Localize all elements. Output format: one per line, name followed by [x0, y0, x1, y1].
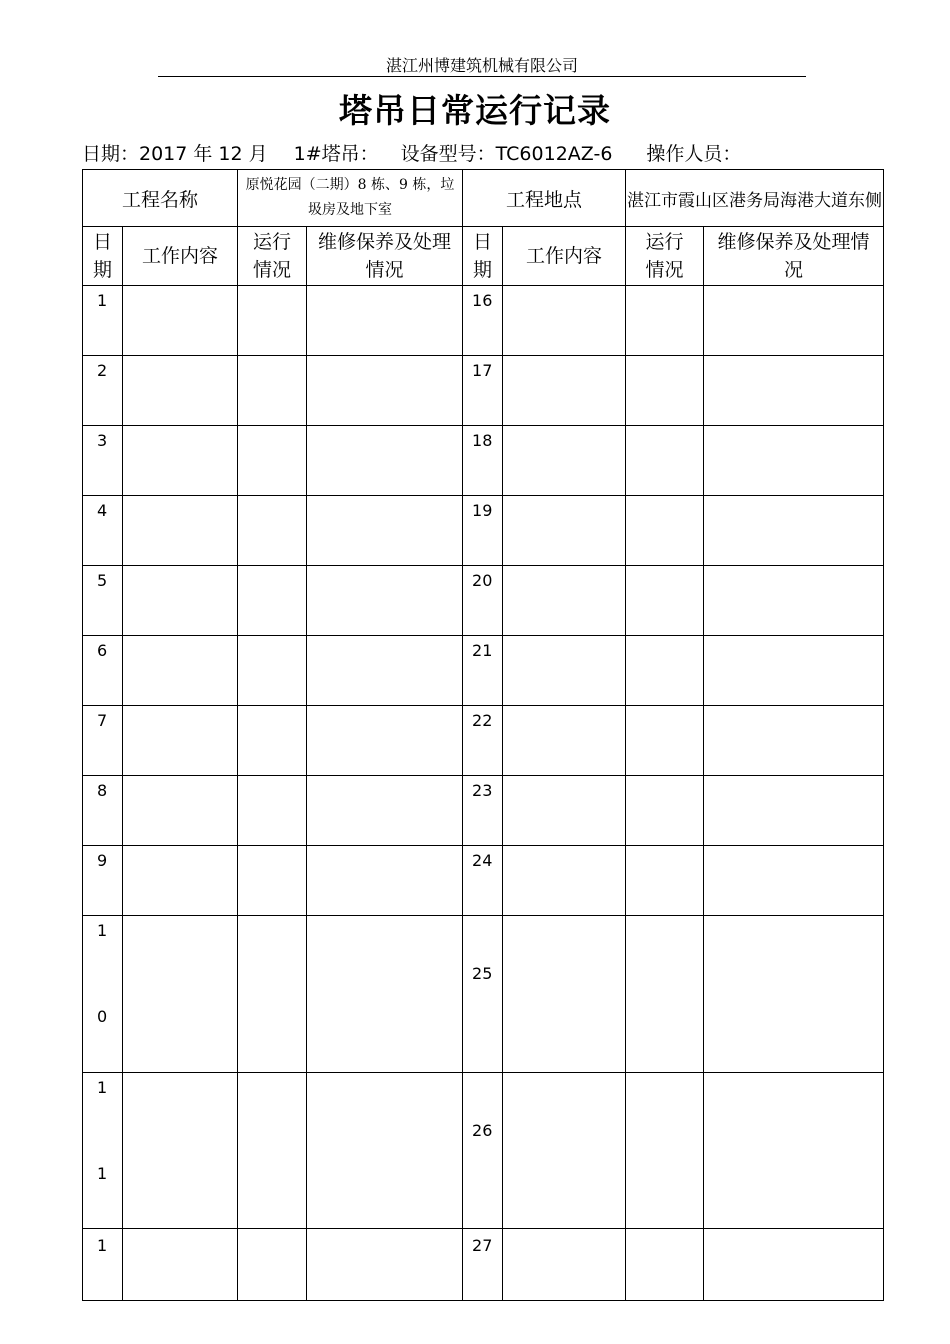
status-cell[interactable] [238, 566, 307, 636]
project-name-value: 原悦花园（二期）8 栋、9 栋，垃圾房及地下室 [238, 170, 463, 227]
work-cell[interactable] [123, 636, 238, 706]
day-cell: 18 [463, 426, 503, 496]
work-cell[interactable] [503, 706, 626, 776]
work-cell[interactable] [503, 286, 626, 356]
table-row [83, 846, 884, 916]
table-row [83, 636, 884, 706]
maint-cell[interactable] [307, 566, 463, 636]
col-date-right: 日期 [463, 227, 503, 286]
work-cell[interactable] [503, 1229, 626, 1301]
work-cell[interactable] [123, 356, 238, 426]
work-cell[interactable] [503, 566, 626, 636]
maint-cell[interactable] [704, 636, 884, 706]
day-cell: 5 [83, 566, 123, 636]
work-cell[interactable] [503, 1073, 626, 1229]
day-cell [83, 1073, 123, 1229]
maint-cell[interactable] [704, 566, 884, 636]
maint-cell[interactable] [704, 776, 884, 846]
status-cell[interactable] [238, 706, 307, 776]
work-cell[interactable] [123, 496, 238, 566]
info-crane: 1#塔吊： [293, 143, 379, 165]
status-cell[interactable] [626, 776, 704, 846]
info-date: 日期：2017 年 12 月 [82, 143, 268, 165]
maint-cell[interactable] [307, 496, 463, 566]
work-cell[interactable] [503, 426, 626, 496]
maint-cell[interactable] [307, 1073, 463, 1229]
table-row [83, 356, 884, 426]
maint-cell[interactable] [704, 356, 884, 426]
maint-cell[interactable] [704, 496, 884, 566]
table-row [83, 566, 884, 636]
day-cell: 6 [83, 636, 123, 706]
work-cell[interactable] [123, 776, 238, 846]
day-cell: 9 [83, 846, 123, 916]
table-row [83, 706, 884, 776]
info-model: 设备型号：TC6012AZ-6 [400, 143, 613, 165]
maint-cell[interactable] [704, 286, 884, 356]
work-cell[interactable] [503, 356, 626, 426]
status-cell[interactable] [238, 846, 307, 916]
table-row [83, 496, 884, 566]
work-cell[interactable] [123, 916, 238, 1073]
table-row [83, 1229, 884, 1301]
col-maint-right: 维修保养及处理情况 [704, 227, 884, 286]
day-cell: 3 [83, 426, 123, 496]
maint-cell[interactable] [307, 706, 463, 776]
col-maint-left: 维修保养及处理情况 [307, 227, 463, 286]
work-cell[interactable] [123, 566, 238, 636]
status-cell[interactable] [238, 776, 307, 846]
table-row [83, 1073, 884, 1229]
day-cell: 21 [463, 636, 503, 706]
record-table [82, 169, 884, 1301]
status-cell[interactable] [238, 426, 307, 496]
day-cell: 1 [83, 1229, 123, 1301]
maint-cell[interactable] [307, 846, 463, 916]
status-cell[interactable] [238, 916, 307, 1073]
table-row [83, 916, 884, 1073]
day-cell: 1 [83, 286, 123, 356]
work-cell[interactable] [503, 846, 626, 916]
maint-cell[interactable] [704, 846, 884, 916]
status-cell[interactable] [238, 286, 307, 356]
work-cell[interactable] [123, 706, 238, 776]
maint-cell[interactable] [704, 706, 884, 776]
day-digit: 1 [97, 921, 108, 940]
work-cell[interactable] [123, 426, 238, 496]
work-cell[interactable] [123, 846, 238, 916]
col-work-left: 工作内容 [123, 227, 238, 286]
maint-cell[interactable] [307, 916, 463, 1073]
col-date-left: 日期 [83, 227, 123, 286]
maint-cell[interactable] [704, 1073, 884, 1229]
status-cell[interactable] [238, 1073, 307, 1229]
day-cell: 17 [463, 356, 503, 426]
day-cell: 2 [83, 356, 123, 426]
status-cell[interactable] [626, 566, 704, 636]
maint-cell[interactable] [704, 1229, 884, 1301]
day-cell: 23 [463, 776, 503, 846]
work-cell[interactable] [503, 496, 626, 566]
page-title: 塔吊日常运行记录 [339, 91, 611, 130]
col-work-right: 工作内容 [503, 227, 626, 286]
work-cell[interactable] [503, 776, 626, 846]
day-digit: 1 [97, 1078, 108, 1097]
company-name: 湛江州博建筑机械有限公司 [385, 56, 578, 75]
table-row [83, 286, 884, 356]
day-cell: 19 [463, 496, 503, 566]
day-cell: 26 [463, 1073, 503, 1229]
info-operator: 操作人员： [646, 143, 742, 165]
maint-cell[interactable] [307, 286, 463, 356]
maint-cell[interactable] [307, 426, 463, 496]
status-cell[interactable] [626, 426, 704, 496]
day-cell: 7 [83, 706, 123, 776]
column-header-row [83, 227, 884, 286]
day-cell: 4 [83, 496, 123, 566]
day-cell: 27 [463, 1229, 503, 1301]
header-rule [158, 76, 806, 77]
status-cell[interactable] [626, 1229, 704, 1301]
maint-cell[interactable] [307, 356, 463, 426]
status-cell[interactable] [238, 496, 307, 566]
status-cell[interactable] [626, 916, 704, 1073]
col-status-right: 运行情况 [626, 227, 704, 286]
status-cell[interactable] [626, 356, 704, 426]
table-row [83, 776, 884, 846]
day-cell: 24 [463, 846, 503, 916]
day-cell: 25 [463, 916, 503, 1073]
maint-cell[interactable] [704, 426, 884, 496]
status-cell[interactable] [626, 286, 704, 356]
project-name-label: 工程名称 [83, 170, 238, 227]
day-digit: 1 [97, 1164, 108, 1183]
day-cell: 22 [463, 706, 503, 776]
status-cell[interactable] [238, 1229, 307, 1301]
day-digit: 0 [97, 1007, 108, 1026]
status-cell[interactable] [626, 1073, 704, 1229]
day-cell: 20 [463, 566, 503, 636]
status-cell[interactable] [626, 636, 704, 706]
maint-cell[interactable] [704, 916, 884, 1073]
project-row [83, 170, 884, 227]
status-cell[interactable] [238, 636, 307, 706]
work-cell[interactable] [123, 286, 238, 356]
work-cell[interactable] [503, 916, 626, 1073]
project-site-label: 工程地点 [463, 170, 626, 227]
day-cell: 8 [83, 776, 123, 846]
maint-cell[interactable] [307, 776, 463, 846]
status-cell[interactable] [238, 356, 307, 426]
project-site-value: 湛江市霞山区港务局海港大道东侧 [626, 170, 884, 227]
day-cell: 16 [463, 286, 503, 356]
work-cell[interactable] [123, 1073, 238, 1229]
status-cell[interactable] [626, 846, 704, 916]
day-cell [83, 916, 123, 1073]
table-row [83, 426, 884, 496]
maint-cell[interactable] [307, 1229, 463, 1301]
work-cell[interactable] [123, 1229, 238, 1301]
work-cell[interactable] [503, 636, 626, 706]
status-cell[interactable] [626, 496, 704, 566]
status-cell[interactable] [626, 706, 704, 776]
maint-cell[interactable] [307, 636, 463, 706]
col-status-left: 运行情况 [238, 227, 307, 286]
info-line [82, 141, 741, 167]
